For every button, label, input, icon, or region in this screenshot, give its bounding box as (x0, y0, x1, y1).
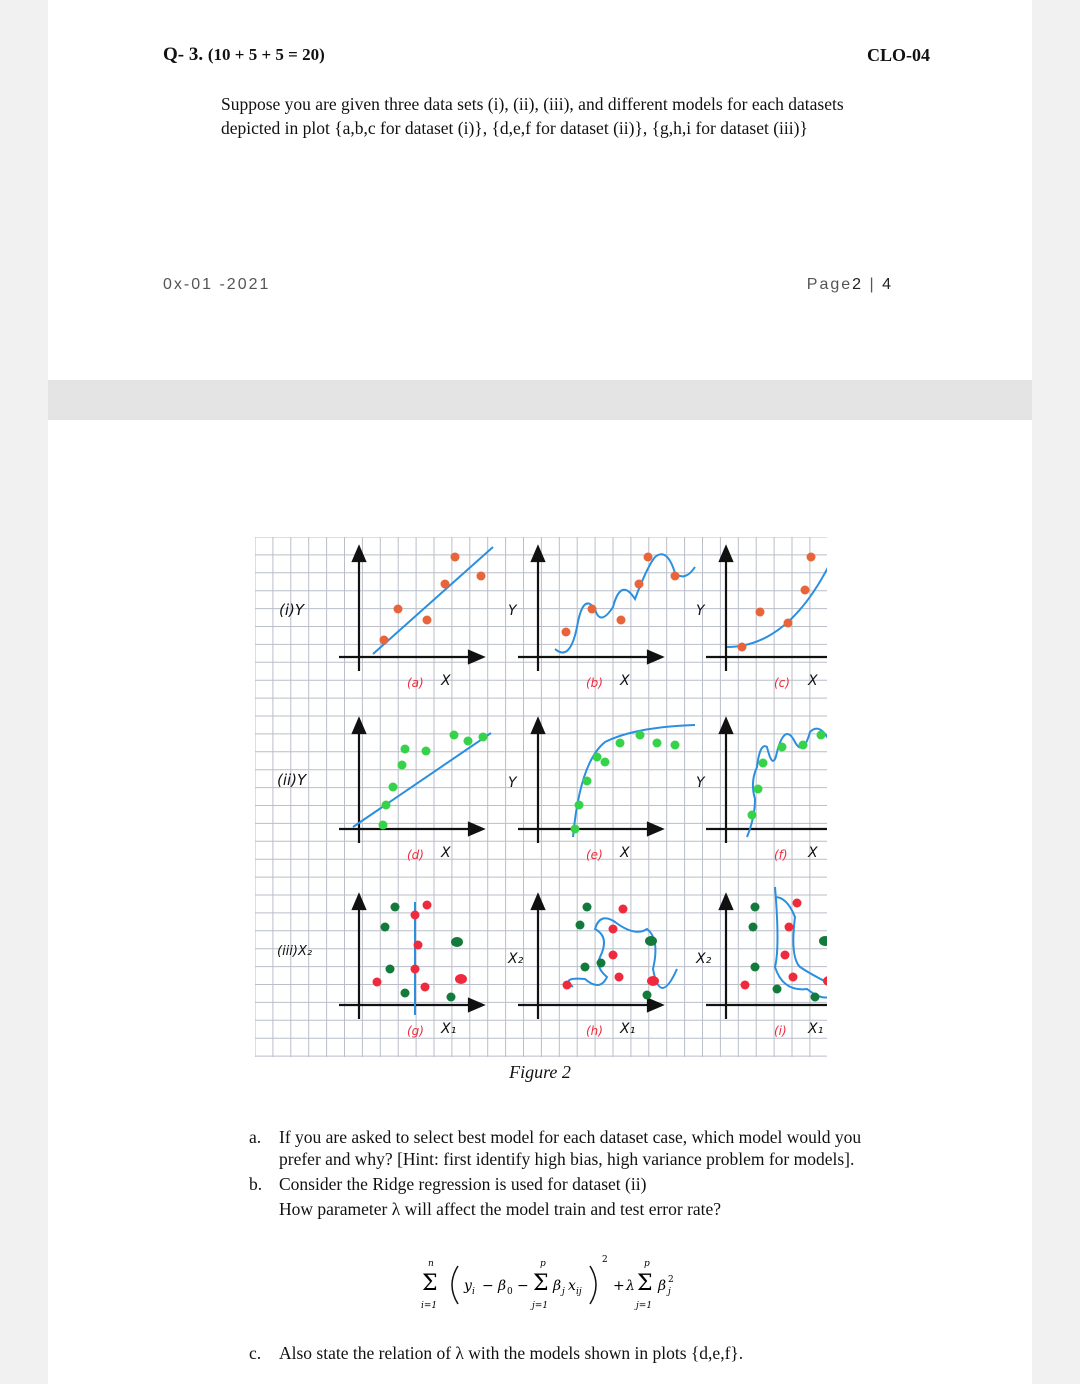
footer-page-number (807, 276, 893, 294)
green-data-point (401, 745, 410, 754)
svg-text:n: n (428, 1259, 434, 1269)
x-axis-label: X₁ (808, 1021, 824, 1037)
svg-text:i=1: i=1 (421, 1301, 438, 1311)
figure-gridlines (255, 537, 827, 1057)
red-data-point (741, 981, 750, 990)
red-data-point (563, 981, 572, 990)
green-data-point (817, 731, 826, 740)
y-axis-arrow (532, 719, 544, 733)
svg-text:λ: λ (626, 1278, 635, 1294)
svg-text:j: j (562, 1287, 565, 1297)
green-data-point (479, 733, 488, 742)
x-axis-arrow (648, 999, 662, 1011)
dark-green-data-point (583, 903, 592, 912)
ridge-regression-formula (420, 1252, 740, 1316)
green-data-point (450, 731, 459, 740)
orange-data-point (801, 586, 810, 595)
green-data-point (601, 758, 610, 767)
item-c-label: c. (249, 1343, 262, 1363)
dark-green-data-point (381, 923, 390, 932)
red-data-point (373, 978, 382, 987)
dark-green-data-point (576, 921, 585, 930)
dark-green-data-point (811, 993, 820, 1002)
green-data-point (636, 731, 645, 740)
question-items (249, 1126, 899, 1220)
panel-label: (h) (586, 1024, 603, 1038)
panel-label: (c) (774, 676, 790, 690)
row-label-dataset-ii: (ii)Y (277, 771, 307, 789)
dark-green-data-point (581, 963, 590, 972)
orange-data-point (756, 608, 765, 617)
orange-data-point (477, 572, 486, 581)
svg-text:x: x (568, 1278, 576, 1294)
footer-page-separator: | (863, 276, 883, 293)
green-data-point (671, 741, 680, 750)
plot-axes-8 (518, 895, 662, 1019)
dark-green-data-point (773, 985, 782, 994)
x-axis-label: X (620, 673, 630, 689)
page-1 (48, 0, 1032, 380)
svg-text:y: y (464, 1278, 472, 1294)
svg-text:p: p (540, 1259, 546, 1269)
green-data-point (754, 785, 763, 794)
y-axis-arrow (720, 547, 732, 561)
panel-label: (d) (407, 848, 424, 862)
y-axis-arrow (353, 895, 365, 909)
svg-text:j=1: j=1 (532, 1301, 549, 1311)
green-data-point (382, 801, 391, 810)
red-data-point (789, 973, 798, 982)
x-axis-label: X (441, 673, 451, 689)
x-axis-arrow (469, 999, 483, 1011)
red-data-point (421, 983, 430, 992)
svg-text:β: β (553, 1278, 562, 1294)
orange-data-point (441, 580, 450, 589)
red-data-point (455, 974, 467, 984)
panel-label: (g) (407, 1024, 424, 1038)
x-axis-arrow (469, 651, 483, 663)
plot-axes-9 (706, 895, 827, 1019)
x-axis-label: X (808, 673, 818, 689)
panel-label: (i) (774, 1024, 787, 1038)
svg-text:2: 2 (602, 1255, 608, 1265)
item-c-text: Also state the relation of λ with the models shown in plots {d,e,f}. (279, 1343, 744, 1363)
y-axis-label: Y (696, 775, 705, 791)
orange-data-point (423, 616, 432, 625)
x-axis-label: X₁ (620, 1021, 636, 1037)
item-b-line-2: How parameter λ will affect the model train and test error rate? (279, 1199, 722, 1219)
panel-label: (b) (586, 676, 603, 690)
orange-data-point (635, 580, 644, 589)
red-data-point (785, 923, 794, 932)
red-data-point (423, 901, 432, 910)
x-axis-label: X (808, 845, 818, 861)
page-2 (48, 420, 1032, 1384)
model-fit-curve (555, 554, 695, 652)
y-axis-arrow (720, 895, 732, 909)
orange-data-point (394, 605, 403, 614)
dark-green-data-point (749, 923, 758, 932)
x-axis-label: X₁ (441, 1021, 457, 1037)
green-data-point (464, 737, 473, 746)
dark-green-data-point (401, 989, 410, 998)
svg-text:j: j (668, 1287, 671, 1297)
svg-text:Σ: Σ (533, 1271, 549, 1296)
red-data-point (619, 905, 628, 914)
svg-text:i: i (472, 1287, 475, 1297)
x-axis-label: X (620, 845, 630, 861)
red-data-point (793, 899, 802, 908)
y-axis-arrow (353, 547, 365, 561)
footer-page-prefix: Page (806, 276, 853, 293)
svg-text:Σ: Σ (422, 1271, 438, 1296)
orange-data-point (451, 553, 460, 562)
orange-data-point (617, 616, 626, 625)
y-axis-arrow (720, 719, 732, 733)
orange-data-point (671, 572, 680, 581)
footer-date: 0x-01 -2021 (163, 276, 271, 293)
intro-line-1: Suppose you are given three data sets (i), (ii), (iii), and different models for each datasets (221, 94, 844, 114)
question-item-a (249, 1126, 899, 1170)
dark-green-data-point (751, 903, 760, 912)
y-axis-label: X₂ (508, 951, 524, 967)
red-data-point (411, 965, 420, 974)
red-data-point (609, 951, 618, 960)
page-separator (48, 380, 1032, 420)
y-axis-label: X₂ (696, 951, 712, 967)
y-axis-label: Y (508, 603, 517, 619)
y-axis-label: Y (508, 775, 517, 791)
question-item-b (249, 1173, 899, 1220)
question-header (163, 44, 325, 66)
figure-2-grid-of-plots (255, 537, 827, 1057)
y-axis-arrow (532, 547, 544, 561)
red-data-point (411, 911, 420, 920)
svg-text:β: β (658, 1278, 667, 1294)
green-data-point (799, 741, 808, 750)
panel-label: (a) (407, 676, 424, 690)
row-label-dataset-i: (i)Y (279, 601, 305, 619)
green-data-point (616, 739, 625, 748)
orange-data-point (738, 643, 747, 652)
dark-green-data-point (819, 936, 827, 946)
y-axis-arrow (532, 895, 544, 909)
green-data-point (759, 759, 768, 768)
orange-data-point (784, 619, 793, 628)
svg-text:+: + (613, 1278, 625, 1294)
dark-green-data-point (391, 903, 400, 912)
svg-text:2: 2 (668, 1275, 674, 1285)
question-number: Q- 3. (163, 44, 204, 65)
dark-green-data-point (447, 993, 456, 1002)
red-data-point (609, 925, 618, 934)
y-axis-label: Y (696, 603, 705, 619)
x-axis-arrow (469, 823, 483, 835)
footer-page-current: 2 (852, 276, 864, 293)
svg-text:j=1: j=1 (636, 1301, 653, 1311)
svg-text:−: − (482, 1278, 494, 1294)
svg-text:−: − (517, 1278, 529, 1294)
plot-axes-4 (339, 719, 483, 843)
green-data-point (778, 743, 787, 752)
orange-data-point (588, 605, 597, 614)
dark-green-data-point (645, 936, 657, 946)
orange-data-point (644, 553, 653, 562)
dark-green-data-point (751, 963, 760, 972)
dark-green-data-point (386, 965, 395, 974)
question-item-c (249, 1343, 929, 1364)
svg-text:Σ: Σ (637, 1271, 653, 1296)
panel-label: (f) (774, 848, 788, 862)
question-intro (221, 92, 941, 140)
green-data-point (422, 747, 431, 756)
svg-text:β: β (498, 1278, 507, 1294)
green-data-point (593, 753, 602, 762)
svg-text:0: 0 (507, 1287, 513, 1297)
green-data-point (571, 825, 580, 834)
intro-line-2: depicted in plot {a,b,c for dataset (i)}, {d,e,f for dataset (ii)}, {g,h,i for dataset (iii)} (221, 118, 808, 138)
orange-data-point (380, 636, 389, 645)
panel-label: (e) (586, 848, 603, 862)
item-b-line-1: Consider the Ridge regression is used for dataset (ii) (279, 1174, 647, 1194)
orange-data-point (562, 628, 571, 637)
clo-label: CLO-04 (867, 45, 930, 65)
green-data-point (398, 761, 407, 770)
green-data-point (379, 821, 388, 830)
x-axis-arrow (648, 651, 662, 663)
svg-text:ij: ij (576, 1287, 582, 1297)
red-data-point (414, 941, 423, 950)
red-data-point (615, 973, 624, 982)
item-a-text: If you are asked to select best model for each dataset case, which model would you prefer and why? [Hint: first identify high bias, high variance problem for models]. (279, 1127, 862, 1169)
question-points: (10 + 5 + 5 = 20) (207, 45, 325, 64)
dark-green-data-point (643, 991, 652, 1000)
green-data-point (748, 811, 757, 820)
item-a-label: a. (249, 1127, 262, 1147)
x-axis-arrow (648, 823, 662, 835)
dark-green-data-point (451, 937, 463, 947)
red-data-point (647, 976, 659, 986)
figure-caption: Figure 2 (509, 1062, 571, 1082)
green-data-point (575, 801, 584, 810)
orange-data-point (807, 553, 816, 562)
svg-text:p: p (644, 1259, 650, 1269)
item-b-label: b. (249, 1174, 263, 1194)
footer-page-total: 4 (882, 276, 893, 293)
y-axis-arrow (353, 719, 365, 733)
green-data-point (389, 783, 398, 792)
row-label-dataset-iii: (iii)X₂ (277, 944, 313, 959)
model-fit-curve (747, 725, 827, 837)
dark-green-data-point (597, 959, 606, 968)
x-axis-label: X (441, 845, 451, 861)
red-data-point (781, 951, 790, 960)
model-fit-curve (373, 547, 493, 654)
green-data-point (583, 777, 592, 786)
green-data-point (653, 739, 662, 748)
